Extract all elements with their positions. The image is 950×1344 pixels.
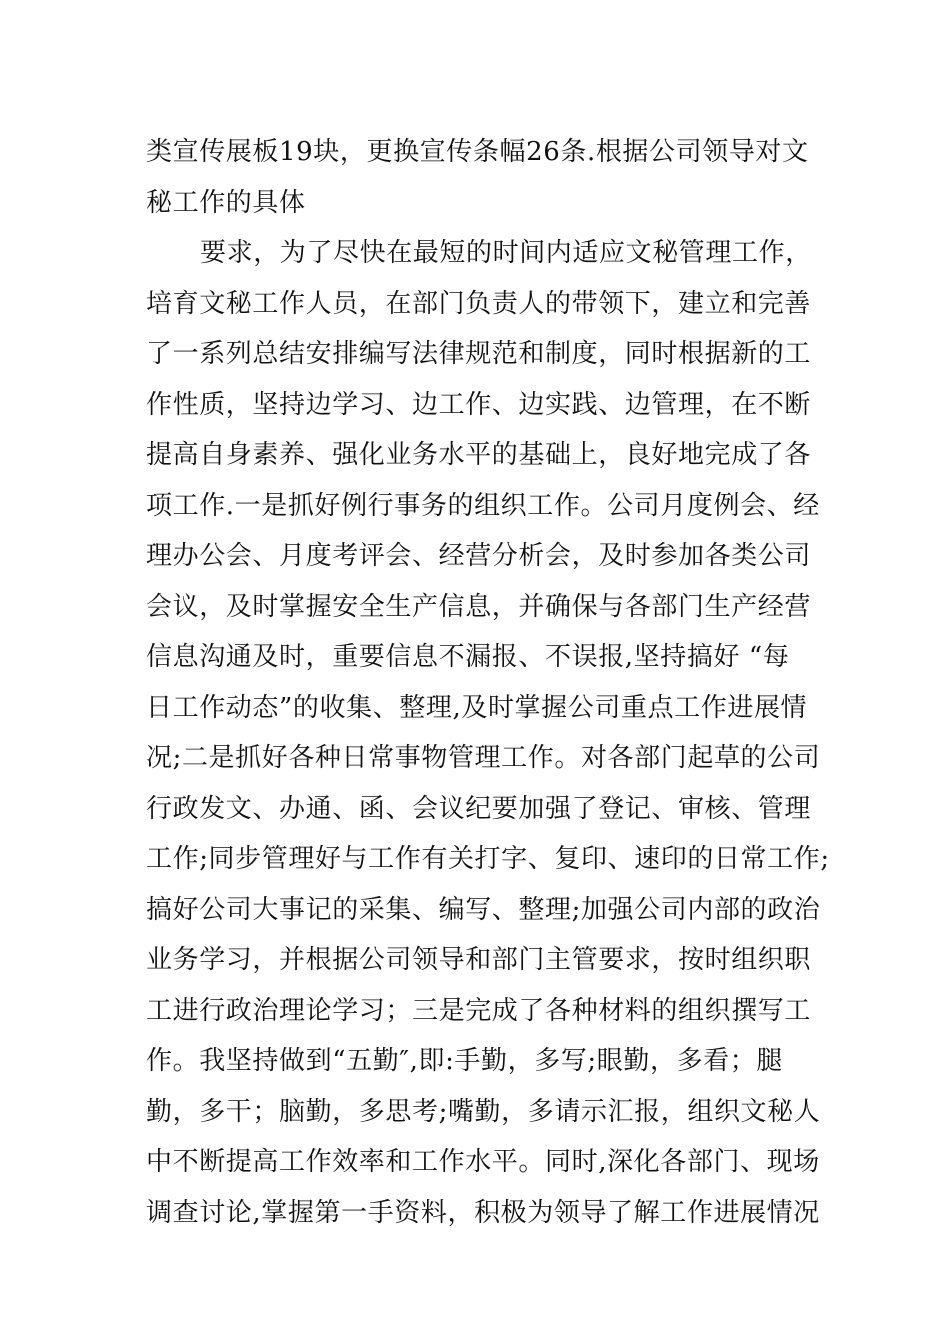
text-line: 行政发文、办通、函、会议纪要加强了登记、审核、管理	[146, 793, 812, 824]
text-line: 调查讨论,掌握第一手资料，积极为领导了解工作进展情况	[146, 1197, 820, 1228]
text-line: 秘工作的具体	[146, 187, 306, 218]
text-line: 况;二是抓好各种日常事物管理工作。对各部门起草的公司	[146, 743, 821, 773]
text-line: 理办公会、月度考评会、经营分析会，及时参加各类公司	[146, 541, 812, 571]
text-line: 提高自身素养、强化业务水平的基础上，良好地完成了各	[146, 440, 812, 470]
text-line: 培育文秘工作人员，在部门负责人的带领下，建立和完善	[146, 288, 812, 319]
text-line: 项工作.一是抓好例行事务的组织工作。公司月度例会、经	[146, 490, 820, 521]
text-line: 中不断提高工作效率和工作水平。同时,深化各部门、现场	[146, 1147, 820, 1177]
text-line: 日工作动态”的收集、整理,及时掌握公司重点工作进展情	[146, 692, 808, 723]
text-line: 会议，及时掌握安全生产信息，并确保与各部门生产经营	[146, 591, 812, 622]
body-text	[146, 127, 830, 1238]
text-line: 工作;同步管理好与工作有关打字、复印、速印的日常工作;	[146, 844, 830, 874]
text-line: 作。我坚持做到“五勤″,即:手勤，多写;眼勤，多看；腿	[146, 1046, 783, 1076]
text-line: 了一系列总结安排编写法律规范和制度，同时根据新的工	[146, 339, 812, 369]
text-line-paragraph-start: 要求，为了尽快在最短的时间内适应文秘管理工作，	[200, 238, 812, 268]
text-line: 搞好公司大事记的采集、编写、整理;加强公司内部的政治	[146, 894, 821, 925]
text-line: 类宣传展板19块，更换宣传条幅26条.根据公司领导对文	[146, 137, 809, 167]
text-line: 勤，多干；脑勤，多思考;嘴勤，多请示汇报，组织文秘人	[146, 1096, 821, 1127]
text-line: 工进行政治理论学习；三是完成了各种材料的组织撰写工	[146, 995, 812, 1026]
text-line: 作性质，坚持边学习、边工作、边实践、边管理，在不断	[146, 389, 812, 420]
text-line: 信息沟通及时，重要信息不漏报、不误报,坚持搞好 “每	[146, 642, 790, 672]
text-line: 业务学习，并根据公司领导和部门主管要求，按时组织职	[146, 945, 812, 975]
